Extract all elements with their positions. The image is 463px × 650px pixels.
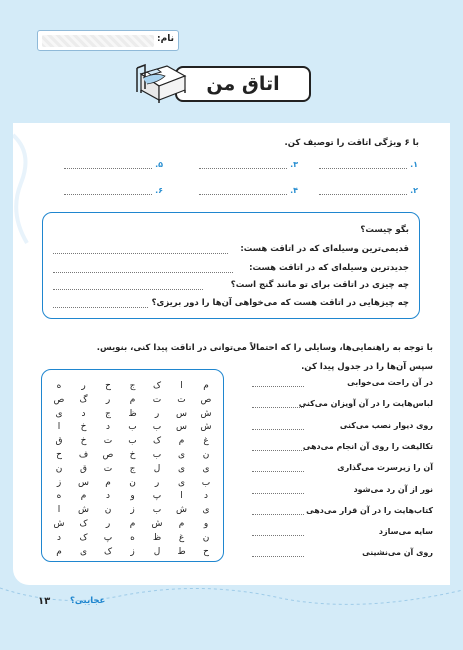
intro-text: با ۶ ویژگی اتاقت را توصیف کن. [284,138,419,148]
grid-letter[interactable]: ج [105,408,111,419]
page-title: اتاق من [175,66,311,102]
grid-letter[interactable]: ا [57,422,61,433]
grid-letter[interactable]: ط [177,546,186,557]
title-banner [135,62,313,106]
grid-letter[interactable]: غ [203,436,209,447]
grid-letter[interactable]: ب [201,477,211,488]
grid-letter[interactable]: ی [177,463,186,474]
grid-letter[interactable]: ب [128,436,137,447]
answer-line[interactable] [252,445,304,451]
grid-letter[interactable]: م [56,546,62,557]
grid-letter[interactable]: ر [105,394,111,405]
answer-line[interactable] [252,488,304,494]
answer-line[interactable] [252,381,304,387]
grid-letter[interactable]: ر [81,381,86,391]
grid-letter[interactable]: م [105,477,111,488]
name-blank[interactable] [42,35,154,47]
grid-letter[interactable]: ش [200,408,212,419]
blank-number: ۴. [290,186,298,195]
answer-line[interactable] [252,466,304,472]
answer-line[interactable] [53,283,203,290]
grid-letter[interactable]: ی [202,505,210,516]
answer-line[interactable] [53,301,148,308]
grid-letter[interactable]: ل [153,546,161,557]
grid-letter[interactable]: ح [56,450,62,460]
name-label: نام: [157,34,174,44]
grid-letter[interactable]: ز [56,477,62,488]
answer-line[interactable] [252,424,304,430]
grid-letter[interactable]: ی [177,477,186,488]
grid-letter[interactable]: ج [129,381,136,391]
clue-text: آن را زیرسرت می‌گذاری [337,463,433,473]
grid-letter[interactable]: ی [55,408,63,419]
clue-text: نور از آن رد می‌شود [353,484,433,494]
grid-letter[interactable]: ک [152,381,162,391]
grid-letter[interactable]: ل [153,463,161,474]
grid-letter[interactable]: و [203,519,209,529]
grid-letter[interactable]: ش [151,519,163,529]
grid-letter[interactable]: د [56,532,61,543]
grid-letter[interactable]: ک [79,519,88,529]
clue-text: تکالیفت را روی آن انجام می‌دهی [302,441,433,451]
grid-letter[interactable]: س [176,408,187,419]
brand-label: عجایبی؟ [70,596,106,606]
grid-letter[interactable]: خ [80,436,87,447]
grid-letter[interactable]: ک [79,532,88,543]
blank-number: ۶. [155,186,163,195]
answer-line[interactable] [199,161,287,169]
bed-icon [135,62,191,104]
grid-letter[interactable]: ق [80,463,87,474]
blank-3[interactable] [199,160,298,169]
grid-letter[interactable]: ح [105,381,111,391]
blank-number: ۳. [290,160,298,169]
word-search-grid[interactable] [41,369,224,562]
grid-letter[interactable]: م [178,519,185,529]
answer-line[interactable] [199,187,287,195]
grid-letter[interactable]: د [81,408,86,419]
clue-text: روی آن می‌نشینی [362,548,433,558]
grid-letter[interactable]: م [129,394,136,405]
blank-number: ۱. [410,160,418,169]
grid-letter[interactable]: ن [202,532,210,543]
grid-letter[interactable]: ر [105,519,111,529]
grid-letter[interactable]: ج [129,463,136,474]
grid-letter[interactable]: ق [55,436,63,447]
grid-letter[interactable]: ص [102,450,114,460]
grid-letter[interactable]: و [130,491,135,502]
grid-letter[interactable]: ر [154,477,160,488]
blank-number: ۲. [410,186,418,195]
grid-letter[interactable]: گ [79,394,88,405]
grid-letter[interactable]: ن [202,450,210,460]
grid-letter[interactable]: ن [104,505,112,516]
clue-text: لباس‌هایت را در آن آویزان می‌کنی [298,399,433,409]
grid-letter[interactable]: ظ [152,532,162,543]
grid-letter[interactable]: س [78,477,89,488]
grid-letter[interactable]: ب [128,422,137,433]
grid-letter[interactable]: ت [103,436,113,447]
grid-letter[interactable]: خ [80,422,87,433]
blank-1[interactable] [319,160,418,169]
grid-letter[interactable]: د [105,491,110,502]
grid-letter[interactable]: ت [152,394,162,405]
grid-letter[interactable]: ی [79,546,88,557]
clue-text: سایه می‌سازد [378,527,433,537]
clue-text: روی دیوار نصب می‌کنی [339,420,433,430]
answer-line[interactable] [319,161,407,169]
grid-letter[interactable]: ش [200,422,212,433]
grid-letter[interactable]: ز [130,505,135,516]
box-question: چه چیزی در اتاقت برای تو مانند گنج است؟ [230,280,409,290]
grid-letter[interactable]: پ [152,491,162,502]
grid-letter[interactable]: د [105,422,110,433]
grid-letter[interactable]: ا [180,381,183,391]
grid-letter[interactable]: ه [56,491,62,502]
blank-6[interactable] [64,186,163,195]
grid-letter[interactable]: ر [154,408,160,419]
blank-4[interactable] [199,186,298,195]
grid-letter[interactable]: ت [177,394,186,405]
grid-letter[interactable]: ن [129,477,136,488]
blank-2[interactable] [319,186,418,195]
grid-letter[interactable]: ش [176,505,187,516]
blank-5[interactable] [64,160,163,169]
grid-letter[interactable]: ب [152,450,162,460]
grid-letter[interactable]: م [80,491,87,502]
answer-line[interactable] [252,551,304,557]
grid-letter[interactable]: ک [152,436,162,447]
page-number: ۱۳ [38,596,51,607]
grid-letter[interactable]: ح [203,546,209,557]
box-heading: بگو چیست؟ [360,225,409,235]
grid-letter[interactable]: ظ [128,408,137,419]
answer-line[interactable] [319,187,407,195]
grid-letter[interactable]: پ [103,532,113,543]
grid-letter[interactable]: س [176,422,187,433]
instruction-text: سپس آن‌ها را در جدول پیدا کن. [301,362,433,372]
grid-letter[interactable]: ش [53,519,65,529]
grid-letter[interactable]: ی [177,450,186,460]
grid-letter[interactable]: ص [53,394,65,405]
answer-line[interactable] [252,402,304,408]
grid-letter[interactable]: ا [57,505,61,516]
grid-letter[interactable]: ز [130,546,135,557]
grid-letter[interactable]: ه [130,532,135,543]
grid-letter[interactable]: م [203,381,209,391]
grid-letter[interactable]: غ [178,532,185,543]
box-question: چه چیزهایی در اتاقت هست که می‌خواهی آن‌ها را دور بریزی؟ [151,298,409,308]
answer-line[interactable] [64,161,152,169]
answer-line[interactable] [252,509,304,515]
answer-line[interactable] [252,530,304,536]
grid-letter[interactable]: خ [129,450,136,460]
grid-letter[interactable]: ن [55,463,63,474]
clue-text: در آن راحت می‌خوابی [347,378,433,387]
grid-letter[interactable]: ا [180,491,183,502]
blank-number: ۵. [155,160,163,169]
grid-letter[interactable]: ص [200,394,212,405]
clue-text: کتاب‌هایت را در آن قرار می‌دهی [306,505,433,515]
grid-letter[interactable]: ب [152,505,162,516]
answer-line[interactable] [64,187,152,195]
answer-line[interactable] [53,247,228,254]
grid-letter[interactable]: ب [152,422,162,433]
grid-letter[interactable]: ش [78,505,89,516]
name-field[interactable] [37,30,179,51]
box-question: جدیدترین وسیله‌ای که در اتاقت هست: [249,263,409,273]
grid-letter[interactable]: ی [202,463,210,474]
instruction-text: با توجه به راهنمایی‌ها، وسایلی را که احتمالاً می‌توانی در اتاقت پیدا کنی، بنویس. [96,343,433,353]
grid-letter[interactable]: ف [78,450,89,460]
grid-letter[interactable]: ه [56,381,62,391]
question-box [42,212,420,319]
grid-letter[interactable]: م [178,436,185,447]
box-question: قدیمی‌ترین وسیله‌ای که در اتاقت هست: [240,244,409,254]
grid-letter[interactable]: ت [103,463,113,474]
grid-letter[interactable]: د [203,491,208,502]
grid-letter[interactable]: ک [103,546,113,557]
answer-line[interactable] [53,266,233,273]
grid-letter[interactable]: م [129,519,136,529]
